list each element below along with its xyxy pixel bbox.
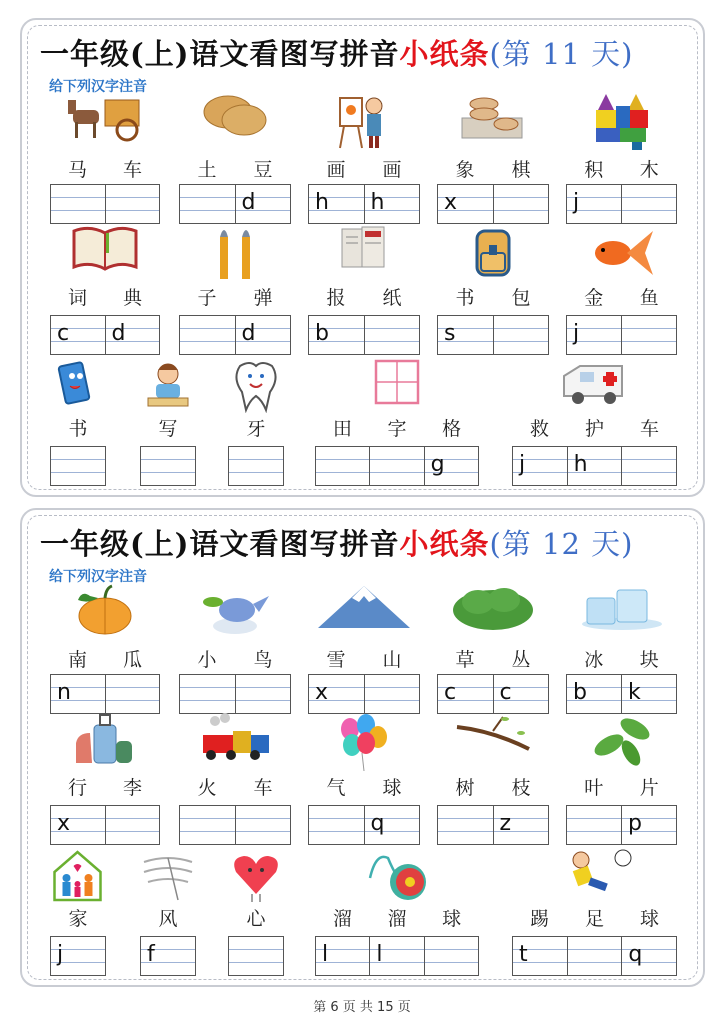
- pinyin-input-cell[interactable]: [51, 447, 105, 485]
- tianzige-icon: [373, 358, 421, 410]
- pinyin-input-cell[interactable]: [141, 937, 195, 975]
- pinyin-hint: n: [57, 680, 71, 705]
- pinyin-hint: f: [147, 942, 155, 967]
- hanzi-char: 鸟: [253, 649, 273, 671]
- hanzi-char: 瓜: [122, 649, 142, 671]
- word-item-writing-boy: [140, 20, 196, 495]
- pinyin-hint: d: [111, 321, 126, 346]
- hanzi-char: 小: [197, 649, 217, 671]
- hanzi-char: 球: [382, 777, 402, 799]
- pinyin-input-cell[interactable]: [568, 447, 623, 485]
- hanzi-char: 字: [387, 418, 407, 440]
- hanzi-char: 球: [442, 908, 462, 930]
- hanzi-char: 弹: [253, 287, 273, 309]
- hanzi-char: 词: [67, 287, 87, 309]
- hanzi-char: 画: [382, 159, 402, 181]
- hanzi-label: [228, 414, 284, 441]
- title-main: 一年级(上)语文看图写拼音: [40, 527, 400, 561]
- hanzi-char: 行: [67, 777, 87, 799]
- pinyin-box: [512, 936, 677, 976]
- home-icon: [51, 848, 106, 907]
- hanzi-char: 气: [326, 777, 346, 799]
- hanzi-label: [315, 414, 479, 441]
- hanzi-char: 火: [197, 777, 217, 799]
- hanzi-char: 救: [529, 418, 549, 440]
- pinyin-hint: d: [241, 321, 256, 346]
- hanzi-char: 踢: [529, 908, 549, 930]
- pinyin-hint: b: [315, 321, 329, 346]
- pinyin-hint: h: [573, 452, 588, 477]
- pinyin-hint: s: [444, 321, 456, 346]
- pinyin-input-cell[interactable]: [425, 447, 478, 485]
- title-main: 一年级(上)语文看图写拼音: [40, 37, 400, 71]
- worksheet-card-day-12: [20, 508, 705, 987]
- hanzi-char: 象: [455, 159, 475, 181]
- hanzi-char: 马: [67, 159, 87, 181]
- word-item-book: [50, 20, 106, 495]
- pinyin-hint: j: [573, 321, 580, 346]
- hanzi-char: 块: [639, 649, 659, 671]
- hanzi-char: 南: [67, 649, 87, 671]
- football-icon: [555, 848, 635, 907]
- pinyin-input-cell[interactable]: [568, 937, 623, 975]
- pinyin-input-cell[interactable]: [229, 937, 283, 975]
- pinyin-input-cell[interactable]: [622, 937, 676, 975]
- hanzi-char: 田: [332, 418, 352, 440]
- pinyin-input-cell[interactable]: [370, 447, 424, 485]
- pinyin-hint: l: [322, 942, 329, 967]
- tooth-icon: [226, 358, 286, 417]
- book-icon: [48, 358, 108, 417]
- pinyin-input-cell[interactable]: [141, 447, 195, 485]
- word-item-football: [512, 510, 677, 985]
- pinyin-input-cell[interactable]: [229, 447, 283, 485]
- hanzi-char: 格: [442, 418, 462, 440]
- word-item-heart: [228, 510, 284, 985]
- hanzi-char: 报: [326, 287, 346, 309]
- instruction: 给下列汉字注音: [49, 79, 147, 95]
- hanzi-char: 木: [639, 159, 659, 181]
- pinyin-hint: h: [370, 190, 385, 215]
- pinyin-hint: j: [573, 190, 580, 215]
- pinyin-hint: d: [241, 190, 256, 215]
- title-highlight: 小纸条: [399, 527, 490, 561]
- hanzi-label: [512, 904, 677, 931]
- hanzi-char: 护: [584, 418, 604, 440]
- hanzi-char: 丛: [511, 649, 531, 671]
- hanzi-char: 车: [122, 159, 142, 181]
- pinyin-hint: q: [370, 811, 385, 836]
- pinyin-hint: k: [628, 680, 641, 705]
- word-item-tianzige: [315, 20, 479, 495]
- worksheet-card-day-11: [20, 18, 705, 497]
- hanzi-label: [315, 904, 479, 931]
- instruction: 给下列汉字注音: [49, 569, 147, 585]
- pinyin-box: [50, 446, 106, 486]
- hanzi-char: 包: [511, 287, 531, 309]
- hanzi-char: 金: [584, 287, 604, 309]
- pinyin-input-cell[interactable]: [513, 447, 568, 485]
- pinyin-input-cell[interactable]: [513, 937, 568, 975]
- pinyin-hint: x: [57, 811, 71, 836]
- hanzi-char: 雪: [326, 649, 346, 671]
- hanzi-label: [228, 904, 284, 931]
- pinyin-hint: j: [519, 452, 526, 477]
- hanzi-char: 溜: [332, 908, 352, 930]
- pinyin-hint: q: [628, 942, 643, 967]
- pinyin-hint: c: [499, 680, 512, 705]
- hanzi-char: 冰: [584, 649, 604, 671]
- pinyin-hint: g: [430, 452, 445, 477]
- page-footer: 第 6 页 共 15 页: [313, 1000, 411, 1015]
- hanzi-char: 心: [246, 908, 266, 930]
- title-day: (第 12 天): [489, 527, 634, 561]
- hanzi-char: 枝: [511, 777, 531, 799]
- hanzi-char: 树: [455, 777, 475, 799]
- pinyin-hint: b: [573, 680, 587, 705]
- pinyin-hint: l: [376, 942, 383, 967]
- hanzi-char: 家: [68, 908, 88, 930]
- hanzi-char: 鱼: [639, 287, 659, 309]
- pinyin-hint: c: [444, 680, 457, 705]
- title-day: (第 11 天): [489, 37, 634, 71]
- word-item-wind: [140, 510, 196, 985]
- hanzi-label: [50, 414, 106, 441]
- hanzi-char: 棋: [511, 159, 531, 181]
- pinyin-hint: p: [628, 811, 642, 836]
- hanzi-char: 子: [197, 287, 217, 309]
- pinyin-hint: x: [315, 680, 329, 705]
- hanzi-char: 积: [584, 159, 604, 181]
- hanzi-char: 书: [68, 418, 88, 440]
- hanzi-char: 画: [326, 159, 346, 181]
- pinyin-box: [140, 446, 196, 486]
- hanzi-char: 书: [455, 287, 475, 309]
- hanzi-char: 叶: [584, 777, 604, 799]
- hanzi-char: 车: [639, 418, 659, 440]
- hanzi-label: [50, 904, 106, 931]
- hanzi-char: 牙: [246, 418, 266, 440]
- pinyin-input-cell[interactable]: [425, 937, 478, 975]
- pinyin-hint: t: [519, 942, 528, 967]
- ambulance-icon: [560, 358, 630, 412]
- word-item-home: [50, 510, 106, 985]
- hanzi-char: 李: [122, 777, 142, 799]
- hanzi-char: 典: [122, 287, 142, 309]
- heart-icon: [226, 848, 286, 907]
- pinyin-hint: c: [57, 321, 70, 346]
- yoyo-icon: [362, 848, 432, 907]
- writing-boy-icon: [138, 358, 198, 417]
- pinyin-input-cell[interactable]: [316, 937, 370, 975]
- pinyin-input-cell[interactable]: [622, 447, 676, 485]
- wind-icon: [138, 848, 198, 907]
- hanzi-label: [140, 414, 196, 441]
- title-highlight: 小纸条: [399, 37, 490, 71]
- hanzi-char: 写: [158, 418, 178, 440]
- hanzi-char: 风: [158, 908, 178, 930]
- hanzi-char: 草: [455, 649, 475, 671]
- pinyin-box: [50, 936, 106, 976]
- pinyin-box: [228, 446, 284, 486]
- pinyin-box: [140, 936, 196, 976]
- hanzi-label: [512, 414, 677, 441]
- pinyin-input-cell[interactable]: [51, 937, 105, 975]
- hanzi-char: 足: [584, 908, 604, 930]
- pinyin-hint: h: [315, 190, 329, 215]
- pinyin-hint: j: [57, 942, 64, 967]
- hanzi-char: 车: [253, 777, 273, 799]
- hanzi-char: 片: [639, 777, 659, 799]
- pinyin-input-cell[interactable]: [316, 447, 370, 485]
- pinyin-box: [315, 936, 479, 976]
- pinyin-box: [315, 446, 479, 486]
- pinyin-hint: z: [499, 811, 512, 836]
- hanzi-char: 溜: [387, 908, 407, 930]
- word-item-ambulance: [512, 20, 677, 495]
- pinyin-box: [228, 936, 284, 976]
- hanzi-char: 山: [382, 649, 402, 671]
- word-item-tooth: [228, 20, 284, 495]
- pinyin-hint: x: [444, 190, 458, 215]
- pinyin-input-cell[interactable]: [370, 937, 424, 975]
- hanzi-char: 球: [639, 908, 659, 930]
- hanzi-char: 纸: [382, 287, 402, 309]
- pinyin-box: [512, 446, 677, 486]
- hanzi-char: 土: [197, 159, 217, 181]
- word-item-yoyo: [315, 510, 479, 985]
- hanzi-label: [140, 904, 196, 931]
- hanzi-char: 豆: [253, 159, 273, 181]
